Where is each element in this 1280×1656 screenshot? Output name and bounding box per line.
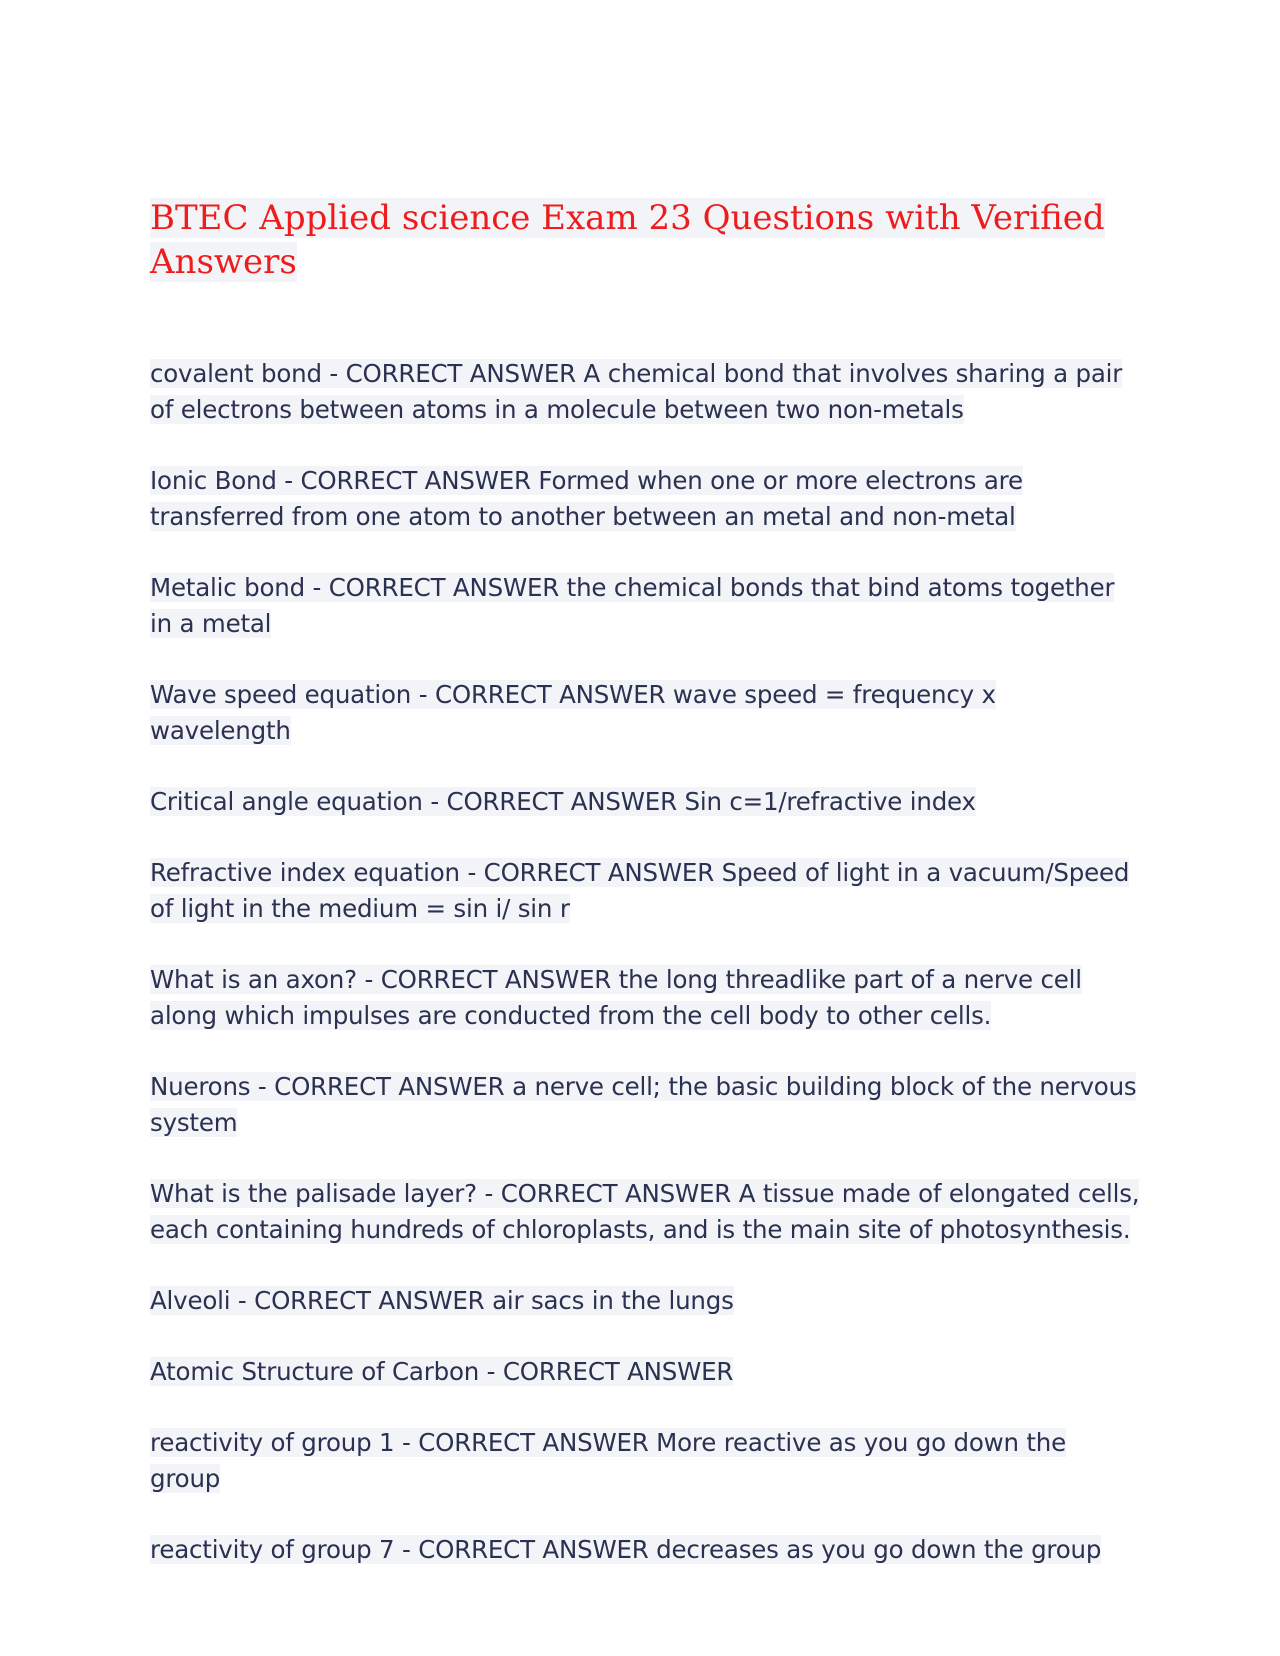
qa-entry-text: What is the palisade layer? - CORRECT ANSWER A tissue made of elongated cells, each containing hundreds of chloroplasts, and is the main site of photosynthesis. [150,1179,1140,1244]
qa-entry [150,1176,1140,1248]
qa-entry [150,1283,1140,1319]
qa-entry-text: Wave speed equation - CORRECT ANSWER wave speed = frequency x wavelength [150,680,996,745]
qa-entry-text: Critical angle equation - CORRECT ANSWER Sin c=1/refractive index [150,787,976,816]
qa-entry [150,1425,1140,1497]
qa-entry [150,962,1140,1034]
qa-entry-text: reactivity of group 1 - CORRECT ANSWER More reactive as you go down the group [150,1428,1066,1493]
document-title [150,196,1140,284]
qa-entry [150,855,1140,927]
qa-entry-text: Metalic bond - CORRECT ANSWER the chemical bonds that bind atoms together in a metal [150,573,1115,638]
qa-entry [150,677,1140,749]
qa-entry-text: Ionic Bond - CORRECT ANSWER Formed when one or more electrons are transferred from one atom to another between an metal and non-metal [150,466,1023,531]
qa-entry-text: reactivity of group 7 - CORRECT ANSWER decreases as you go down the group [150,1535,1102,1564]
document-page [150,196,1140,1603]
qa-entry [150,463,1140,535]
qa-entry-text: Alveoli - CORRECT ANSWER air sacs in the lungs [150,1286,734,1315]
qa-entry [150,1354,1140,1390]
qa-list [150,356,1140,1568]
qa-entry-text: Nuerons - CORRECT ANSWER a nerve cell; the basic building block of the nervous system [150,1072,1137,1137]
document-title-text: BTEC Applied science Exam 23 Questions with Verified Answers [150,198,1105,282]
qa-entry-text: Refractive index equation - CORRECT ANSWER Speed of light in a vacuum/Speed of light in the medium = sin i/ sin r [150,858,1130,923]
qa-entry [150,1532,1140,1568]
qa-entry [150,570,1140,642]
qa-entry-text: What is an axon? - CORRECT ANSWER the long threadlike part of a nerve cell along which impulses are conducted from the cell body to other cells. [150,965,1082,1030]
qa-entry [150,1069,1140,1141]
qa-entry [150,784,1140,820]
qa-entry-text: Atomic Structure of Carbon - CORRECT ANSWER [150,1357,734,1386]
qa-entry [150,356,1140,428]
qa-entry-text: covalent bond - CORRECT ANSWER A chemical bond that involves sharing a pair of electrons between atoms in a molecule between two non-metals [150,359,1123,424]
